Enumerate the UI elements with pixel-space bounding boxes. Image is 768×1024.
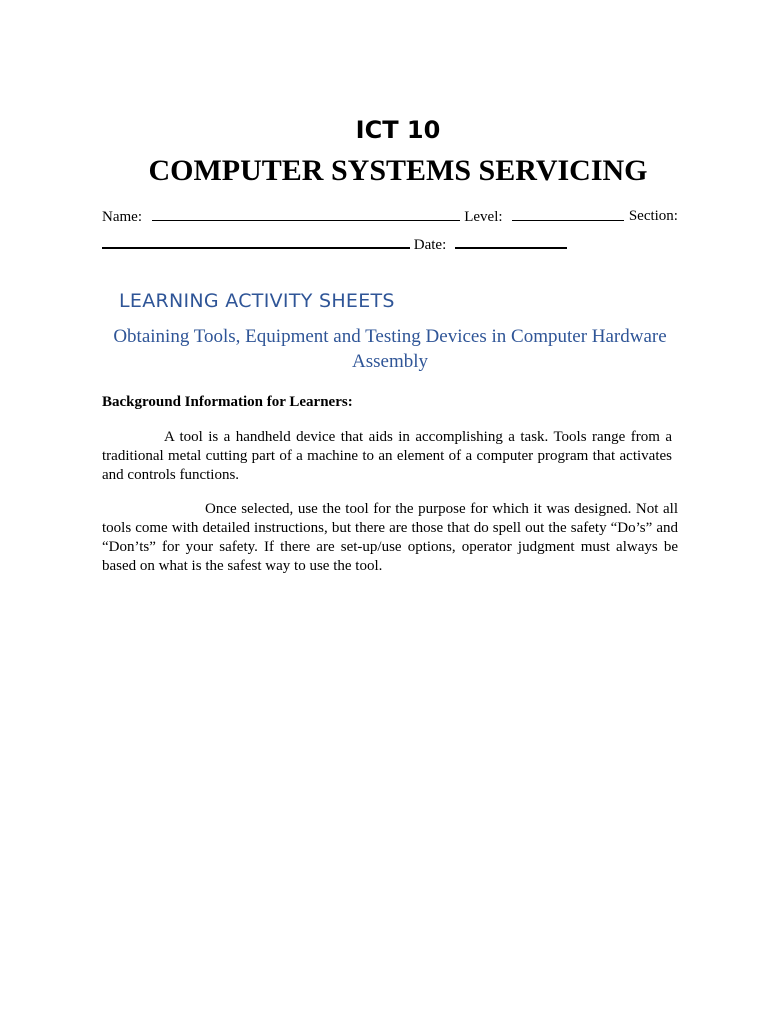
date-blank[interactable] [455, 233, 567, 249]
student-info-line-2 [102, 233, 678, 255]
name-blank[interactable] [152, 206, 460, 221]
background-heading: Background Information for Learners: [102, 394, 353, 410]
level-label: Level: [464, 209, 503, 225]
lesson-title: Obtaining Tools, Equipment and Testing Devices in Computer Hardware Assembly [113, 326, 667, 372]
course-title: COMPUTER SYSTEMS SERVICING [148, 154, 648, 187]
name-label: Name: [102, 209, 142, 225]
level-field [464, 206, 624, 227]
section-blank[interactable] [102, 233, 410, 249]
section-heading: LEARNING ACTIVITY SHEETS [119, 290, 395, 312]
date-label: Date: [413, 237, 447, 253]
section-label: Section: [628, 208, 678, 224]
background-paragraph-2: Once selected, use the tool for the purpose for which it was designed. Not all tools come with detailed instructions, but there are those that do spell out the safety “Do’s” and “Don’ts” for your safety. If there are set-up/use options, operator judgment must always be based on what is the safest way to use the tool. [102, 501, 678, 574]
name-field [102, 206, 460, 227]
background-paragraph-1: A tool is a handheld device that aids in accomplishing a task. Tools range from a traditional metal cutting part of a machine to an element of a computer program that activates and controls functions. [102, 429, 672, 483]
course-code: ICT 10 [355, 116, 441, 144]
level-blank[interactable] [512, 206, 624, 221]
student-info-line-1 [102, 206, 678, 227]
